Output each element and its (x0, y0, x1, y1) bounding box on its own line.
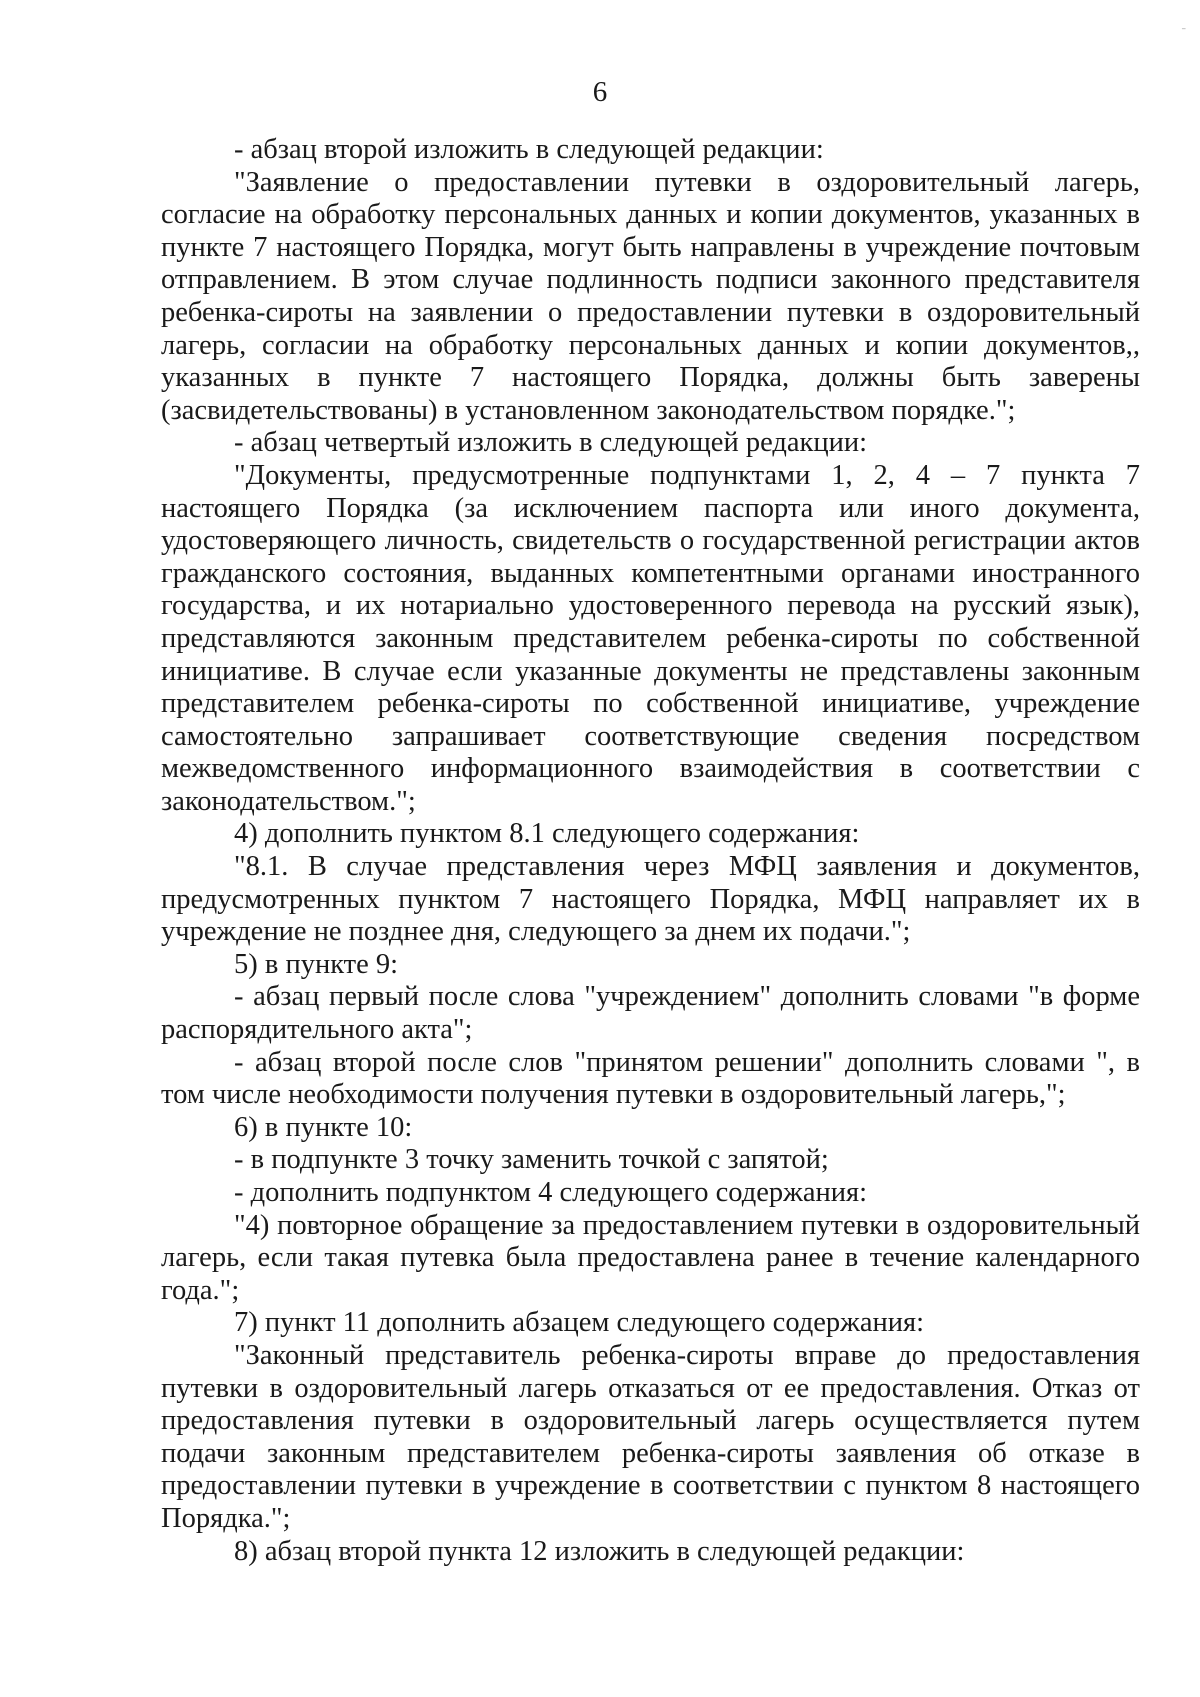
paragraph-16: 8) абзац второй пункта 12 изложить в следующей редакции: (234, 1535, 965, 1567)
paragraph-2: "Заявление о предоставлении путевки в оздоровительный лагерь, согласие на обработку персональных данных и копии документов, указанных в пункте 7 настоящего Порядка, могут быть направлены в учреждение почтовым отправлением. В этом случае подлинность подписи законного представителя ребенка-сироты на заявлении о предоставлении путевки в оздоровительный лагерь, согласии на обработку персональных данных и копии документов,, указанных в пункте 7 настоящего Порядка, должны быть заверены (засвидетельствованы) в установленном законодательством порядке."; (161, 166, 1140, 426)
paragraph-15: "Законный представитель ребенка-сироты вправе до предоставления путевки в оздоровительный лагерь отказаться от ее предоставления. Отказ от предоставления путевки в оздоровительный лагерь осуществляется путем подачи законным представителем ребенка-сироты заявления об отказе в предоставлении путевки в учреждение в соответствии с пунктом 8 настоящего Порядка."; (161, 1339, 1140, 1534)
paragraph-7: 5) в пункте 9: (234, 948, 399, 980)
paragraph-9: - абзац второй после слов "принятом решении" дополнить словами ", в том числе необходимости получения путевки в оздоровительный лагерь,"; (161, 1046, 1140, 1111)
paragraph-6: "8.1. В случае представления через МФЦ заявления и документов, предусмотренных пунктом 7 настоящего Порядка, МФЦ направляет их в учреждение не позднее дня, следующего за днем их подачи."; (161, 851, 1140, 948)
paragraph-12: - дополнить подпунктом 4 следующего содержания: (234, 1177, 868, 1208)
paragraph-5: 4) дополнить пунктом 8.1 следующего содержания: (234, 818, 860, 850)
document-body (161, 134, 1140, 1568)
page-number: 6 (592, 76, 608, 108)
paragraph-4: "Документы, предусмотренные подпунктами 1, 2, 4 – 7 пункта 7 настоящего Порядка (за исключением паспорта или иного документа, удостоверяющего личность, свидетельств о государственной регистрации актов гражданского состояния, выданных компетентными органами иностранного государства, и их нотариально удостоверенного перевода на русский язык), представляются законным представителем ребенка-сироты по собственной инициативе. В случае если указанные документы не представлены законным представителем ребенка-сироты по собственной инициативе, учреждение самостоятельно запрашивает соответствующие сведения посредством межведомственного информационного взаимодействия в соответствии с законодательством."; (161, 459, 1140, 817)
paragraph-1: - абзац второй изложить в следующей редакции: (234, 134, 824, 165)
paragraph-13: "4) повторное обращение за предоставлением путевки в оздоровительный лагерь, если такая путевка была предоставлена ранее в течение календарного года."; (161, 1209, 1140, 1306)
paragraph-11: - в подпункте 3 точку заменить точкой с запятой; (234, 1144, 829, 1176)
scan-artifact-mark: – (1181, 24, 1186, 34)
paragraph-14: 7) пункт 11 дополнить абзацем следующего содержания: (234, 1307, 925, 1339)
paragraph-10: 6) в пункте 10: (234, 1111, 413, 1143)
paragraph-8: - абзац первый после слова "учреждением" дополнить словами "в форме распорядительного акта"; (161, 981, 1140, 1046)
paragraph-3: - абзац четвертый изложить в следующей редакции: (234, 427, 868, 459)
